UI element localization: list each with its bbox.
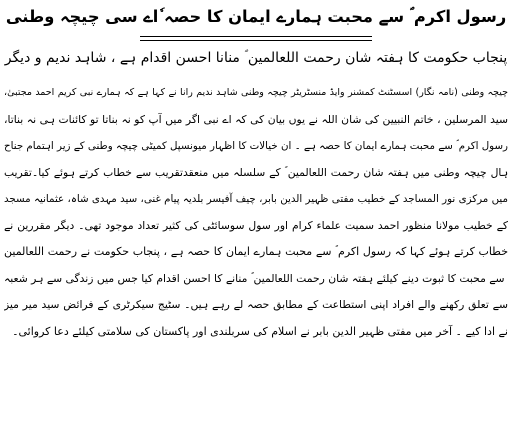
subheadline: پنجاب حکومت کا ہفتہ شان رحمت اللعالمین ؐ منانا احسن اقدام ہے ، شاہد ندیم و دیگر xyxy=(4,50,508,66)
body-line: سید المرسلین ، خاتم النبیین کی شان اللہ نے یوں بیان کی کہ اے نبی اگر میں آپ کو نہ بناتا تو کائنات ہی نہ بناتا، xyxy=(4,112,508,126)
body-line-last: نے ادا کیے ۔ آخر میں مفتی ظہیر الدین بابر نے اسلام کی سربلندی اور پاکستان کی سلامتی کیلئے دعا کروائی۔ xyxy=(12,324,508,338)
body-line: رسول اکرم ؐ سے محبت ہمارے ایمان کا حصہ ہے ۔ ان خیالات کا اظہار میونسپل کمیٹی چیچہ وطنی کے زیر اہتمام جناح xyxy=(4,140,508,152)
headline: رسول اکرم ؐ سے محبت ہمارے ایمان کا حصہ ٗاے سی چیچہ وطنی xyxy=(5,7,507,26)
body-line: ؐ سے محبت کا ثبوت دینے کیلئے ہفتہ شان رحمت اللعالمین ؐ منانے کا احسن اقدام کیا جس میں زندگی سے ہر شعبہ xyxy=(4,271,508,285)
body-line: چیچہ وطنی (نامہ نگار) اسسٹنٹ کمشنر وایڈ منسٹریٹر چیچہ وطنی شاہد ندیم رانا نے کہا ہے کہ ہمارے نبی کریم احمد مجتبیٰ، xyxy=(4,87,508,98)
body-line: خطاب کرتے ہوئے کہا کہ رسول اکرم ؐ سے محبت ہمارے ایمان کا حصہ ہے ، پنجاب حکومت نے رحمت اللعالمین xyxy=(4,245,508,258)
headline-rule-bottom xyxy=(140,40,372,41)
article-body xyxy=(4,80,508,345)
body-line: سے تعلق رکھنے والے افراد اپنی استطاعت کے مطابق حصہ لے رہے ہیں۔ سٹیج سیکرٹری کے فرائض سید میر میز xyxy=(4,298,508,311)
body-line: میں مرکزی نور المساجد کے خطیب مفتی ظہیر الدین بابر، چیف آفیسر بلدیہ پیام غنی، سید مہدی شاہ، عثمانیہ مسجد xyxy=(4,193,508,205)
headline-rule-top xyxy=(140,36,372,37)
body-line: ہال چیچہ وطنی میں ہفتہ شان رحمت اللعالمین ؐ کے سلسلہ میں منعقدتقریب سے خطاب کرتے ہوئے کیا۔تقریب xyxy=(4,165,508,179)
body-line: کے خطیب مولانا منظور احمد سمیت علماء کرام اور سول سوسائٹی کی کثیر تعداد موجود تھی۔ دیگر مقررین نے xyxy=(4,218,508,232)
